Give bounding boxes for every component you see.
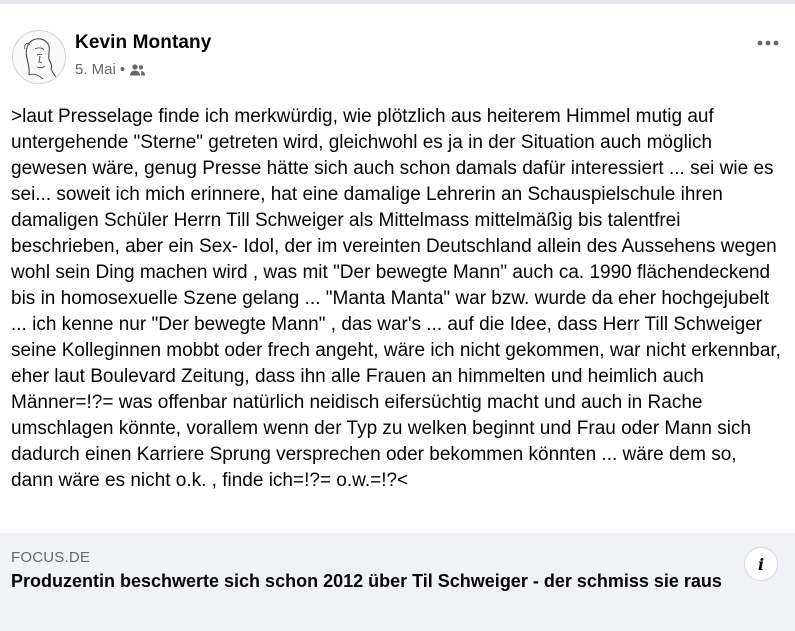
post-header: [12, 30, 783, 90]
post-text: >laut Presselage finde ich merkwürdig, wie plötzlich aus heiterem Himmel mutig auf untergehende "Sterne" getreten wird, gleichwohl es ja in der Situation auch möglich gewesen wäre, genug Presse hätte sich auch schon damals dafür interessiert ... sei wie es sei... soweit ich mich erinnere, hat eine damalige Lehrerin an Schauspielschule ihren damaligen Schüler Herrn Till Schweiger als Mittelmass mittelmäßig bis talentfrei beschrieben, aber ein Sex- Idol, der im vereinten Deutschland allein des Aussehens wegen wohl sein Ding machen wird , was mit "Der bewegte Mann" auch ca. 1990 flächendeckend bis in homosexuelle Szene gelang ... "Manta Manta" war bzw. wurde da eher hochgejubelt ... ich kenne nur "Der bewegte Mann" , das war's ... auf die Idee, dass Herr Till Schweiger seine Kolleginnen mobbt oder frech angeht, wäre ich nicht gekommen, war nicht erkennbar, eher laut Boulevard Zeitung, dass ihn alle Frauen an himmelten und heimlich auch Männer=!?= was offenbar natürlich neidisch eifersüchtig macht und auch in Rache umschlagen könnte, vorallem wenn der Typ zu welken beginnt und Frau oder Mann sich dadurch einen Karriere Sprung versprechen oder bekommen könnten ... wäre dem so, dann wäre es nicht o.k. , finde ich=!?= o.w.=!?<: [11, 106, 781, 491]
avatar[interactable]: [12, 30, 66, 84]
more-options-button[interactable]: [753, 34, 783, 52]
friends-icon[interactable]: [129, 63, 146, 77]
link-title[interactable]: Produzentin beschwerte sich schon 2012 über Til Schweiger - der schmiss sie raus: [11, 571, 722, 591]
post-date[interactable]: 5. Mai: [75, 61, 116, 78]
meta-separator: •: [119, 61, 126, 78]
more-options-icon: [757, 40, 779, 46]
post-meta: [75, 61, 146, 78]
avatar-sketch-icon: [13, 31, 65, 83]
top-divider: [0, 0, 795, 4]
link-source: FOCUS.DE: [11, 549, 91, 566]
link-preview-card[interactable]: [0, 533, 795, 631]
info-button[interactable]: [744, 547, 778, 581]
author-name[interactable]: Kevin Montany: [75, 32, 212, 53]
info-icon: i: [757, 554, 765, 574]
